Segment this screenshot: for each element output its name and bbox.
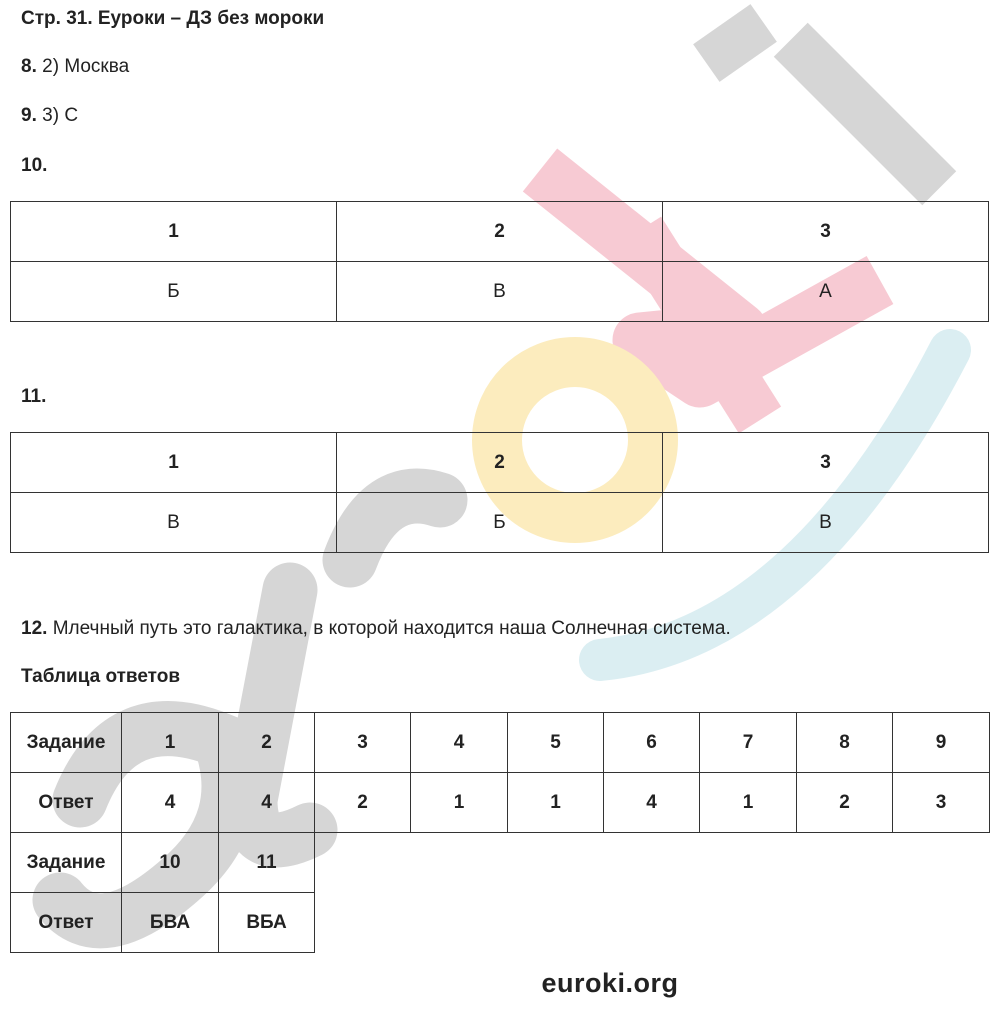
table-header-cell: 2 [337,202,663,262]
table-row [11,262,989,322]
question-answer: 3) С [42,105,79,126]
question-12 [21,617,731,641]
table-cell: 4 [122,773,219,833]
row-label: Задание [11,833,122,893]
table-cell: БВА [122,893,219,953]
table-cell: ВБА [219,893,315,953]
question-answer: Млечный путь это галактика, в которой находится наша Солнечная система. [52,618,731,639]
table-cell: 6 [604,713,700,773]
table-row [11,202,989,262]
row-label: Задание [11,713,122,773]
footer-site: euroki.org [541,968,679,998]
table-cell: 4 [219,773,315,833]
table-cell: 5 [508,713,604,773]
table-cell: 4 [411,713,508,773]
table-cell: 2 [219,713,315,773]
empty-cell [315,833,990,893]
table-header-cell: 1 [11,433,337,493]
table-cell: 3 [315,713,411,773]
table-cell: 8 [797,713,893,773]
table-header-cell: 1 [11,202,337,262]
question-number: 8. [21,56,37,77]
question-11-number: 11. [21,386,47,407]
table-cell: Б [337,493,663,553]
table-cell: А [663,262,989,322]
table-cell: 1 [411,773,508,833]
table-cell: 9 [893,713,990,773]
row-label: Ответ [11,773,122,833]
table-cell: 2 [315,773,411,833]
table-cell: 1 [700,773,797,833]
table-cell: 7 [700,713,797,773]
table-header-cell: 2 [337,433,663,493]
question-10-number: 10. [21,155,48,176]
table-cell: 10 [122,833,219,893]
table-row [11,833,990,893]
empty-cell [315,893,990,953]
question-8 [21,55,129,79]
question-answer: 2) Москва [42,56,130,77]
question-9 [21,104,78,128]
answers-table [10,712,990,953]
table-row [11,773,990,833]
row-label: Ответ [11,893,122,953]
table-cell: 4 [604,773,700,833]
table-cell: 2 [797,773,893,833]
page-header: Стр. 31. Еуроки – ДЗ без мороки [21,8,325,29]
answers-title: Таблица ответов [21,666,180,687]
table-cell: 1 [508,773,604,833]
question-10-table [10,201,989,322]
question-number: 9. [21,105,37,126]
table-header-cell: 3 [663,433,989,493]
table-header-cell: 3 [663,202,989,262]
table-row [11,493,989,553]
table-row [11,713,990,773]
table-cell: 3 [893,773,990,833]
table-cell: В [337,262,663,322]
question-number: 12. [21,618,48,639]
table-row [11,433,989,493]
table-cell: 1 [122,713,219,773]
table-cell: 11 [219,833,315,893]
question-11-table [10,432,989,553]
table-cell: В [663,493,989,553]
table-cell: Б [11,262,337,322]
table-row [11,893,990,953]
table-cell: В [11,493,337,553]
